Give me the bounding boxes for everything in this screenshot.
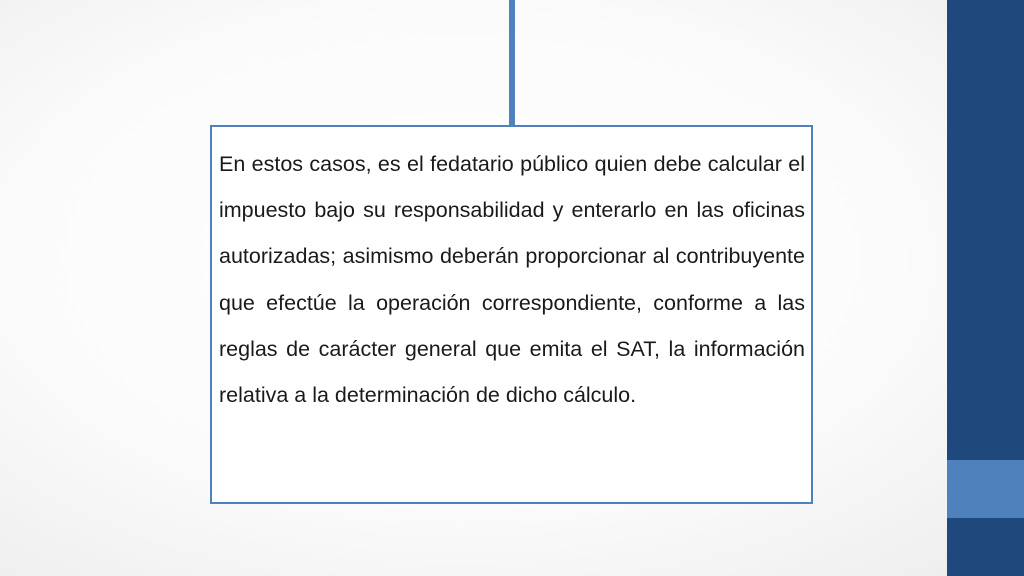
body-text: En estos casos, es el fedatario público quien debe calcular el impuesto bajo su responsabilidad y enterarlo en las oficinas autorizadas; asimismo deberán proporcionar al contribuyente que efectúe la operación correspondiente, conforme a las reglas de carácter general que emita el SAT, la información relativa a la determinación de dicho cálculo. [219,152,805,408]
connector-line [509,0,515,125]
side-accent-block [947,460,1024,518]
text-box [210,125,813,504]
